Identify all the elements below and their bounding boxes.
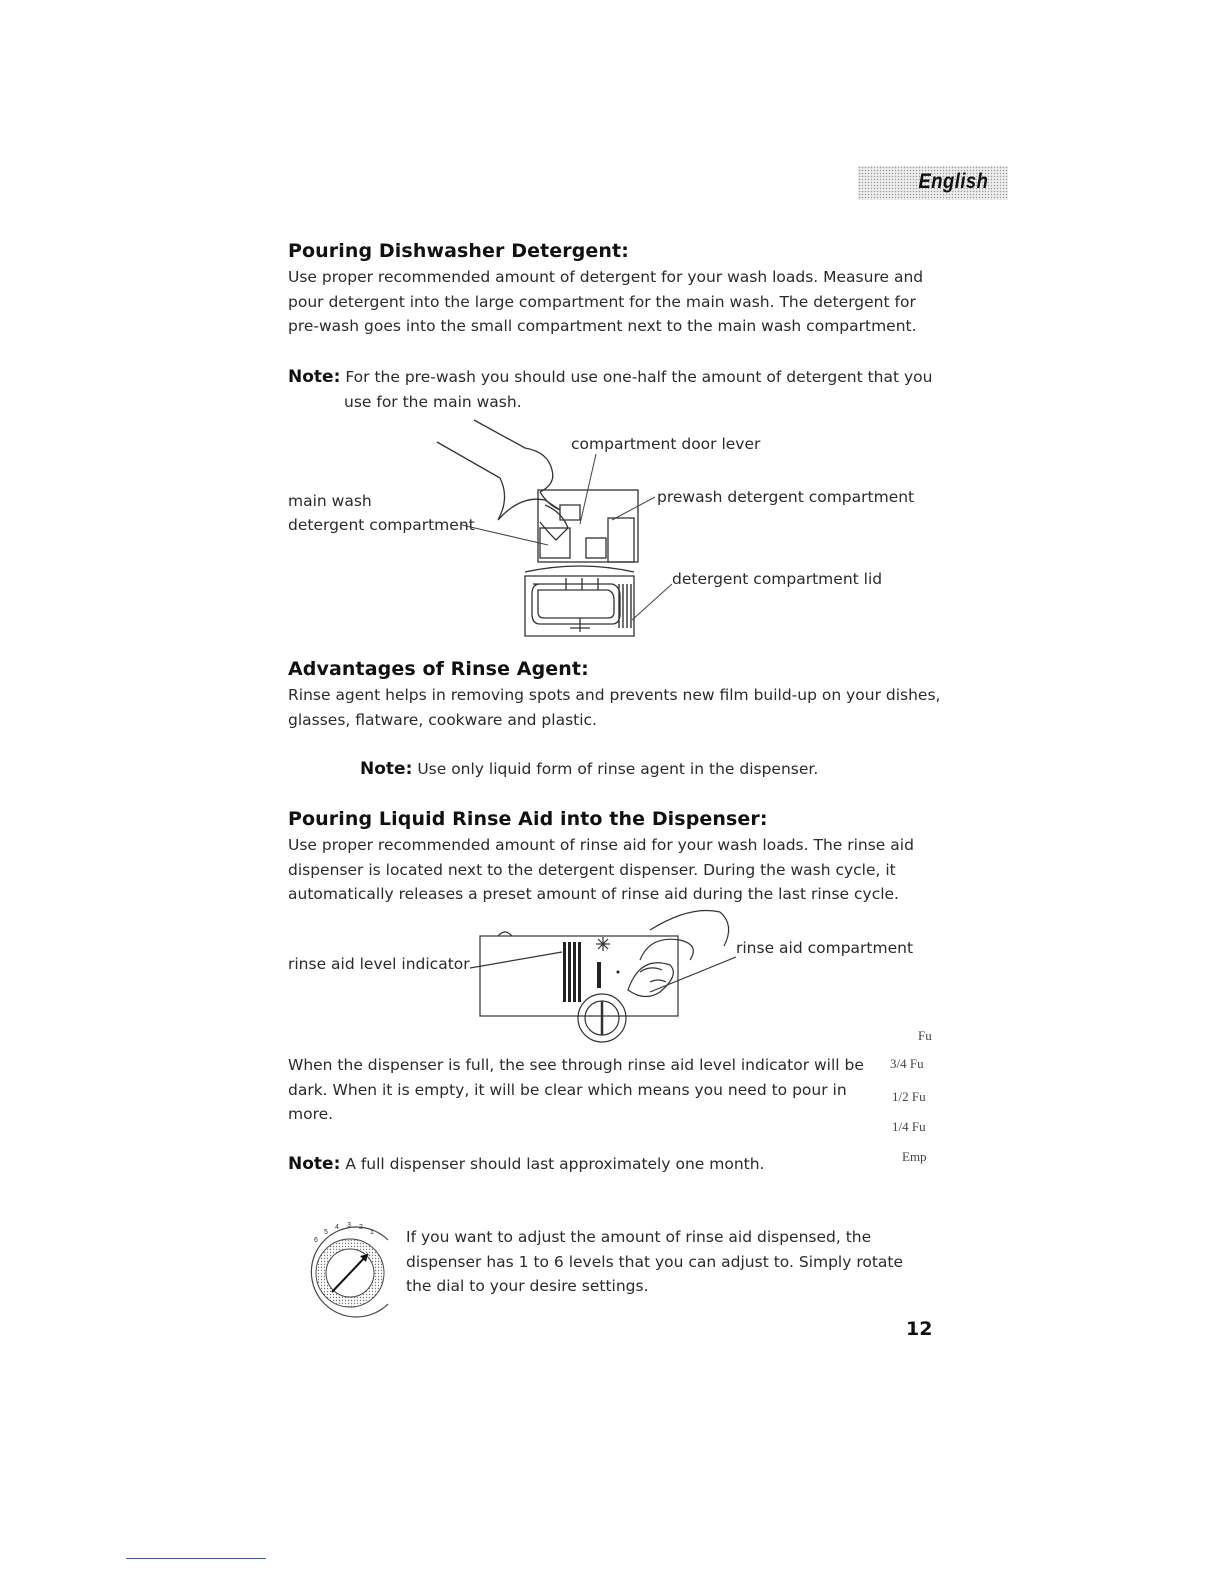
callout-rinse-compartment: rinse aid compartment — [736, 939, 914, 957]
level-label: 1/2 Fu — [892, 1089, 926, 1104]
level-label: Fu — [918, 1028, 932, 1043]
paragraph-line: more. — [288, 1105, 334, 1123]
rinse-agent-note — [360, 757, 818, 782]
callout-rinse-level-indicator: rinse aid level indicator — [288, 955, 470, 973]
dial-number: 5 — [324, 1229, 328, 1236]
note-label: Note: — [288, 1154, 341, 1174]
page-number: 12 — [906, 1318, 933, 1340]
paragraph-line: pre-wash goes into the small compartment next to the main wash compartment. — [288, 317, 917, 335]
level-label: Emp — [902, 1149, 927, 1164]
dial-number: 6 — [314, 1237, 318, 1244]
paragraph-line: pour detergent into the large compartment for the main wash. The detergent for — [288, 292, 916, 311]
detergent-note — [288, 365, 932, 414]
callout-door-lever: compartment door lever — [571, 435, 761, 453]
dial-number: 1 — [370, 1229, 374, 1236]
paragraph-line: Rinse agent helps in removing spots and prevents new film build-up on your dishes, — [288, 686, 941, 704]
paragraph-line: dispenser has 1 to 6 levels that you can adjust to. Simply rotate — [406, 1252, 904, 1271]
paragraph-line: dark. When it is empty, it will be clear which means you need to pour in — [288, 1080, 847, 1099]
detergent-paragraph — [288, 265, 923, 339]
full-dispenser-note — [288, 1152, 764, 1177]
language-tab — [858, 166, 1008, 200]
dial-paragraph — [406, 1225, 903, 1299]
dial-number: 4 — [335, 1224, 339, 1231]
dial-number: 2 — [359, 1224, 363, 1231]
note-text: For the pre-wash you should use one-half the amount of detergent that you — [345, 368, 933, 386]
callout-main-wash: main wash — [288, 492, 372, 510]
full-indicator-paragraph — [288, 1053, 864, 1127]
paragraph-line: Use proper recommended amount of rinse aid for your wash loads. The rinse aid — [288, 836, 914, 854]
language-label: English — [918, 170, 988, 193]
callout-lid: detergent compartment lid — [672, 570, 883, 588]
section-title-liquid-rinse-aid: Pouring Liquid Rinse Aid into the Dispenser: — [288, 808, 768, 830]
level-label: 1/4 Fu — [892, 1119, 926, 1134]
section-title-rinse-agent: Advantages of Rinse Agent: — [288, 658, 589, 680]
note-text: A full dispenser should last approximately one month. — [345, 1155, 765, 1173]
rinse-dial-icon — [296, 1218, 406, 1328]
liquid-rinse-aid-paragraph — [288, 833, 914, 907]
section-title-detergent: Pouring Dishwasher Detergent: — [288, 240, 629, 262]
dial-number: 3 — [347, 1222, 351, 1229]
footer-rule — [126, 1558, 266, 1559]
paragraph-line: dispenser is located next to the detergent dispenser. During the wash cycle, it — [288, 860, 896, 879]
callout-prewash: prewash detergent compartment — [657, 488, 915, 506]
paragraph-line: the dial to your desire settings. — [406, 1277, 649, 1295]
note-label: Note: — [360, 759, 413, 779]
level-label: 3/4 Fu — [890, 1056, 924, 1071]
paragraph-line: automatically releases a preset amount of rinse aid during the last rinse cycle. — [288, 885, 899, 903]
paragraph-line: If you want to adjust the amount of rinse aid dispensed, the — [406, 1228, 872, 1246]
paragraph-line: Use proper recommended amount of detergent for your wash loads. Measure and — [288, 268, 924, 286]
callout-main-wash-compartment: detergent compartment — [288, 516, 475, 534]
paragraph-line: When the dispenser is full, the see through rinse aid level indicator will be — [288, 1056, 864, 1074]
paragraph-line: glasses, flatware, cookware and plastic. — [288, 710, 597, 729]
note-text-continued: use for the main wash. — [344, 392, 522, 411]
note-text: Use only liquid form of rinse agent in the dispenser. — [417, 760, 819, 778]
note-label: Note: — [288, 367, 341, 387]
rinse-agent-paragraph — [288, 683, 940, 732]
